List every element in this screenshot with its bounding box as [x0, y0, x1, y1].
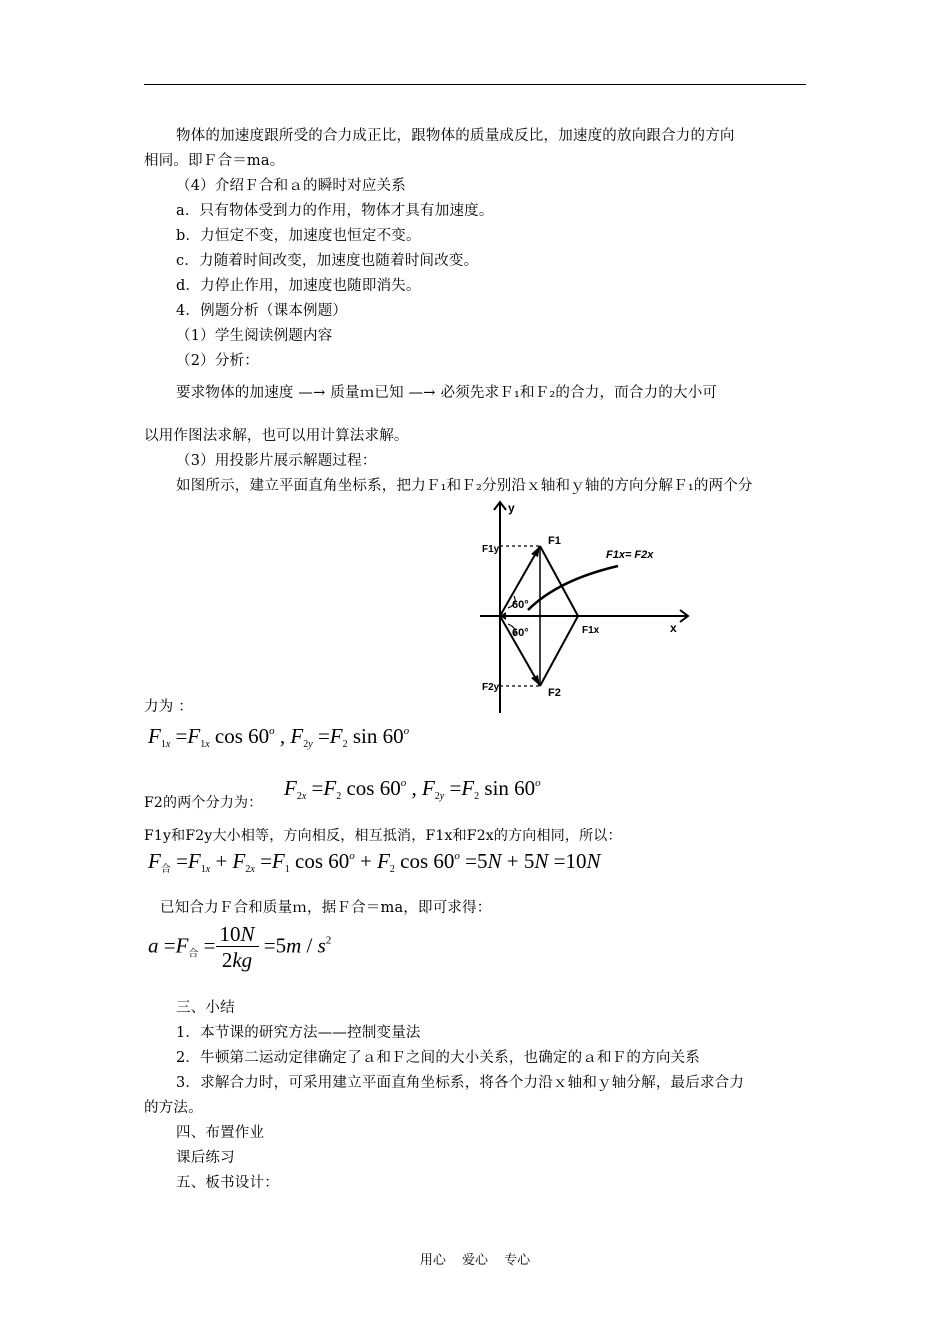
known-text: 已知合力Ｆ合和质量ｍ，据Ｆ合＝ma，即可求得： — [160, 900, 492, 916]
homework-heading: 四、布置作业 — [176, 1125, 265, 1141]
f2-components-label: F2的两个分力为： — [144, 795, 263, 811]
f1-arrowhead — [531, 546, 540, 557]
angle-bottom-label: 60° — [512, 627, 529, 639]
f2y-label: F2y — [482, 682, 500, 693]
example-step-3-text: 如图所示，建立平面直角坐标系，把力Ｆ₁和Ｆ₂分别沿ｘ轴和ｙ轴的方向分解Ｆ₁的两个分 — [176, 478, 753, 494]
header-rule — [144, 84, 806, 85]
footer-word-2: 爱心 — [461, 1253, 488, 1268]
intro-line-2: 相同。即Ｆ合＝ma。 — [144, 153, 285, 169]
page-footer — [0, 1249, 950, 1268]
example-step-2: （2）分析： — [176, 353, 259, 369]
section4-item-a: a．只有物体受到力的作用，物体才具有加速度。 — [176, 203, 494, 219]
board-heading: 五、板书设计： — [176, 1175, 279, 1191]
formula-f1-components: $F_{1x} =F_{1x}$ cos 60$^o$ , $F_{2y} =F_2$ sin 60$^o$ — [148, 724, 410, 750]
force-components-label: 力为 ： — [144, 699, 193, 715]
section4-item-b: b．力恒定不变，加速度也恒定不变。 — [176, 228, 421, 244]
summary-item-1: 1．本节课的研究方法——控制变量法 — [176, 1025, 421, 1041]
analysis-line-2: 以用作图法求解，也可以用计算法求解。 — [144, 428, 409, 444]
homework-text: 课后练习 — [176, 1150, 235, 1166]
summary-item-3-cont: 的方法。 — [144, 1100, 203, 1116]
y-axis-label: y — [508, 501, 515, 515]
footer-word-1: 用心 — [419, 1253, 446, 1268]
parallelogram-bottom — [540, 616, 578, 686]
f2-arrowhead — [531, 675, 540, 686]
force-diagram — [478, 500, 693, 715]
example-step-1: （1）学生阅读例题内容 — [176, 328, 333, 344]
annotation-label: F1x= F2x — [606, 549, 654, 561]
f1y-label: F1y — [482, 544, 500, 555]
annotation-curve — [528, 566, 618, 610]
angle-top-label: 60° — [512, 599, 529, 611]
section4-heading: （4）介绍Ｆ合和ａ的瞬时对应关系 — [176, 178, 406, 194]
section4-item-d: d．力停止作用，加速度也随即消失。 — [176, 278, 421, 294]
summary-item-2: 2．牛顿第二运动定律确定了ａ和Ｆ之间的大小关系，也确定的ａ和Ｆ的方向关系 — [176, 1050, 700, 1066]
formula-acceleration: $a =F_合$ = $\frac{10N}{2kg}$ $=5m / s^2$ — [148, 922, 332, 972]
fraction: $\frac{10N}{2kg}$ — [216, 922, 259, 973]
summary-item-3: 3．求解合力时，可采用建立平面直角坐标系，将各个力沿ｘ轴和ｙ轴分解，最后求合力 — [176, 1075, 745, 1091]
f1-label: F1 — [548, 535, 561, 547]
analysis-part-a: 要求物体的加速度 — [176, 385, 294, 401]
analysis-line-1 — [176, 383, 717, 403]
cancel-text: F1y和F2y大小相等，方向相反，相互抵消，F1x和F2x的方向相同，所以： — [144, 828, 622, 844]
f2-label: F2 — [548, 687, 561, 699]
formula-resultant: $F_合 =F_{1x} + F_{2x} =F_1$ $\cos 60^o + F_2$ $\cos 60^o =5N + 5N =10N$ — [148, 849, 601, 875]
analysis-part-c: 必须先求Ｆ₁和Ｆ₂的合力，而合力的大小可 — [440, 385, 718, 401]
example-heading: 4．例题分析（课本例题） — [176, 303, 348, 319]
example-step-3: （3）用投影片展示解题过程： — [176, 453, 377, 469]
intro-line-1: 物体的加速度跟所受的合力成正比，跟物体的质量成反比，加速度的放向跟合力的方向 — [176, 128, 735, 144]
f1x-label: F1x — [582, 625, 600, 636]
formula-f2-components: $F_{2x} =F_2$ cos 60$^o$ , $F_{2y} =F_2$ sin 60$^o$ — [284, 776, 541, 802]
footer-word-3: 专心 — [504, 1253, 531, 1268]
section4-item-c: c．力随着时间改变，加速度也随着时间改变。 — [176, 253, 479, 269]
arrow-2: —→ — [408, 385, 436, 401]
x-axis-label: x — [670, 621, 677, 635]
arrow-1: —→ — [298, 385, 326, 401]
summary-heading: 三、小结 — [176, 1000, 235, 1016]
analysis-part-b: 质量ｍ已知 — [330, 385, 404, 401]
